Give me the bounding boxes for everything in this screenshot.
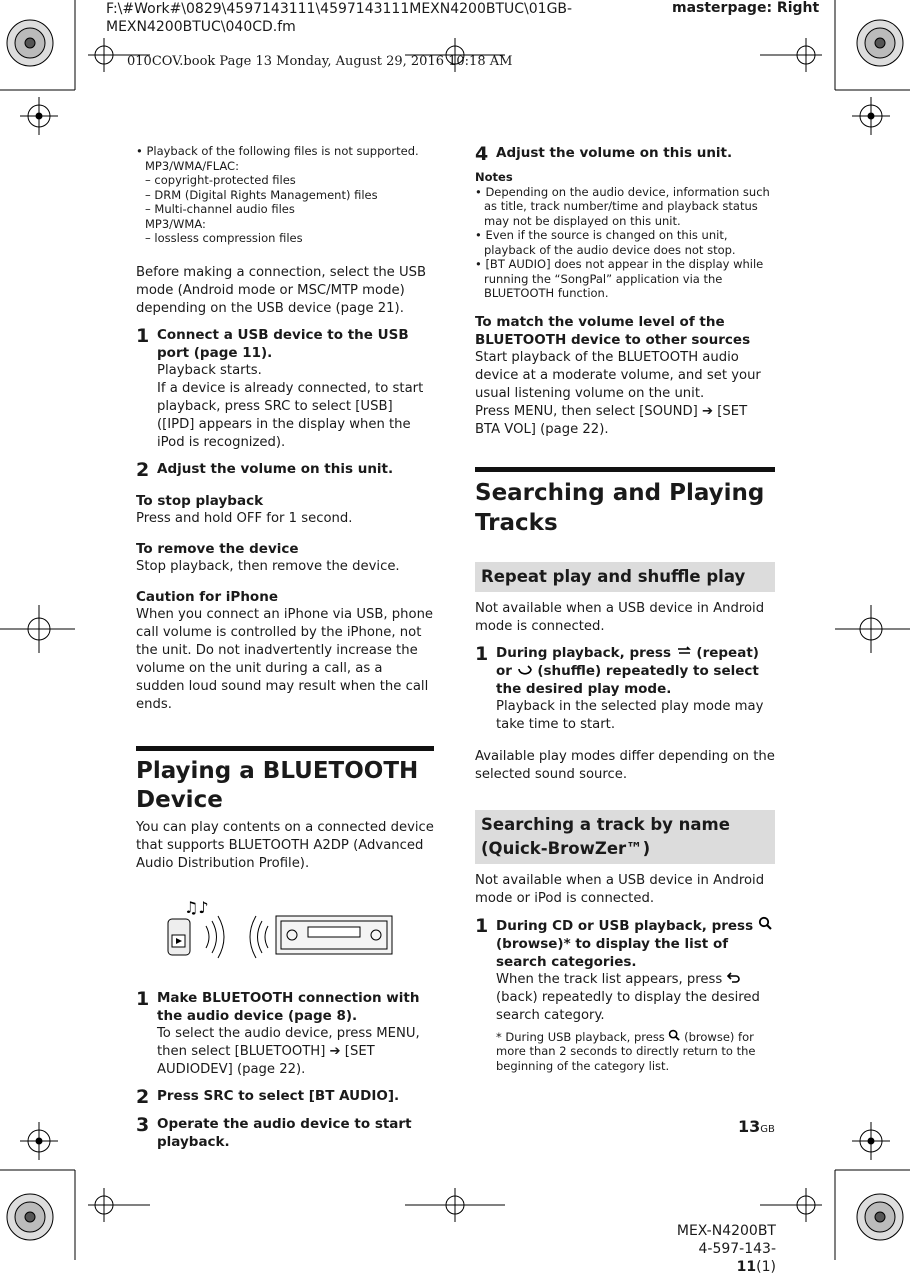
match-volume-text: Start playback of the BLUETOOTH audio device at a moderate volume, and set your usual listening volume on the unit.: [475, 349, 761, 401]
step-bt-connect: 1 Make BLUETOOTH connection with the audio device (page 8). To select the audio device, press MENU, then select [BLUETOOTH] ➔ [SET AUDIODEV] (page 22).: [136, 987, 420, 1077]
page-number: 13GB: [738, 1117, 775, 1136]
step-press-src: 2 Press SRC to select [BT AUDIO].: [136, 1085, 400, 1108]
repeat-shuffle-heading: Repeat play and shuffle play: [475, 562, 775, 592]
unsupported-files-note: • Playback of the following files is not supported. MP3/WMA/FLAC: – copyright-protected files – DRM (Digital Rights Management) files – Multi-channel audio files MP3/WMA: – lossless compression files: [136, 144, 419, 245]
step-browse: 1 During CD or USB playback, press (browse)* to display the list of search categories. When the track list appears, press (back) repeatedly to display the desired search category. * During USB playback, press (browse) for more than 2 seconds to directly return to the beginning of the category list.: [475, 916, 775, 1074]
path-line-1: F:\#Work#\0829\4597143111\4597143111MEXN4200BTUC\01GB-: [106, 1, 573, 17]
wave-icon: [206, 916, 268, 958]
quick-paragraph: Not available when a USB device in Android mode or iPod is connected.: [475, 872, 765, 906]
car-unit-icon: [276, 916, 392, 954]
play-modes-paragraph: Available play modes differ depending on the selected sound source.: [475, 748, 775, 782]
footnote: * During USB playback, press (browse) for more than 2 seconds to directly return to the beginning of the category list.: [496, 1029, 756, 1073]
stop-playback-text: Press and hold OFF for 1 second.: [136, 510, 353, 526]
quick-browzer-heading: Searching a track by name (Quick-BrowZer™): [475, 810, 775, 864]
match-volume-title: To match the volume level of the BLUETOOTH device to other sources: [475, 313, 751, 348]
left-column: [136, 144, 434, 1151]
step-connect-usb: 1 Connect a USB device to the USB port (page 11). Playback starts. If a device is already connected, to start playback, press SRC to select [USB] ([IPD] appears in the display when the iPod is recognized).: [136, 324, 424, 450]
music-note-icon: ♫♪: [184, 897, 209, 917]
bluetooth-heading: Playing a BLUETOOTH Device: [136, 746, 434, 815]
search-heading: Searching and Playing Tracks: [475, 467, 775, 538]
caution-text: When you connect an iPhone via USB, phone call volume is controlled by the iPhone, not the unit. Do not inadvertently increase the volume on the unit during a call, as a sudden loud sound may result when the call ends.: [136, 606, 434, 712]
step-repeat-shuffle: 1 During playback, press (repeat) or (shuffle) repeatedly to select the desired play mode. Playback in the selected play mode may take time to start.: [475, 642, 764, 732]
caution-title: Caution for iPhone: [136, 588, 278, 605]
search-icon: [668, 1030, 680, 1044]
book-info: 010COV.book Page 13 Monday, August 29, 2016 10:18 AM: [127, 54, 513, 69]
right-column: [475, 144, 775, 1073]
stop-playback-title: To stop playback: [136, 492, 264, 509]
notes-list: • Depending on the audio device, information such as title, track number/time and playback status may not be displayed on this unit. • Even if the source is changed on this unit, playback of the audio device does not stop. • [BT AUDIO] does not appear in the display while running the “SongPal” application via the BLUETOOTH function.: [475, 184, 770, 300]
repeat-icon: [676, 645, 692, 661]
notes-title: Notes: [475, 170, 513, 184]
search-icon: [758, 918, 772, 934]
match-volume-text-2: Press MENU, then select [SOUND] ➔ [SET BTA VOL] (page 22).: [475, 403, 748, 437]
shuffle-icon: [517, 663, 533, 679]
path-line-2: MEXN4200BTUC\040CD.fm: [106, 19, 296, 35]
step-adjust-volume: 2 Adjust the volume on this unit.: [136, 458, 394, 481]
step-operate-device: 3 Operate the audio device to start playback.: [136, 1113, 412, 1150]
remove-device-text: Stop playback, then remove the device.: [136, 558, 400, 574]
usb-mode-paragraph: Before making a connection, select the USB mode (Android mode or MSC/MTP mode) depending on the USB device (page 21).: [136, 264, 427, 316]
model-info: MEX-N4200BT 4-597-143-11(1): [676, 1223, 776, 1275]
remove-device-title: To remove the device: [136, 540, 299, 557]
repeat-paragraph: Not available when a USB device in Android mode is connected.: [475, 600, 765, 634]
bluetooth-illustration: [136, 881, 434, 981]
bluetooth-paragraph: You can play contents on a connected device that supports BLUETOOTH A2DP (Advanced Audio Distribution Profile).: [136, 819, 434, 871]
back-icon: [726, 972, 742, 987]
step-adjust-volume-bt: 4 Adjust the volume on this unit.: [475, 143, 733, 165]
masterpage-label: masterpage: Right: [672, 0, 820, 16]
audio-device-icon: [168, 919, 190, 955]
